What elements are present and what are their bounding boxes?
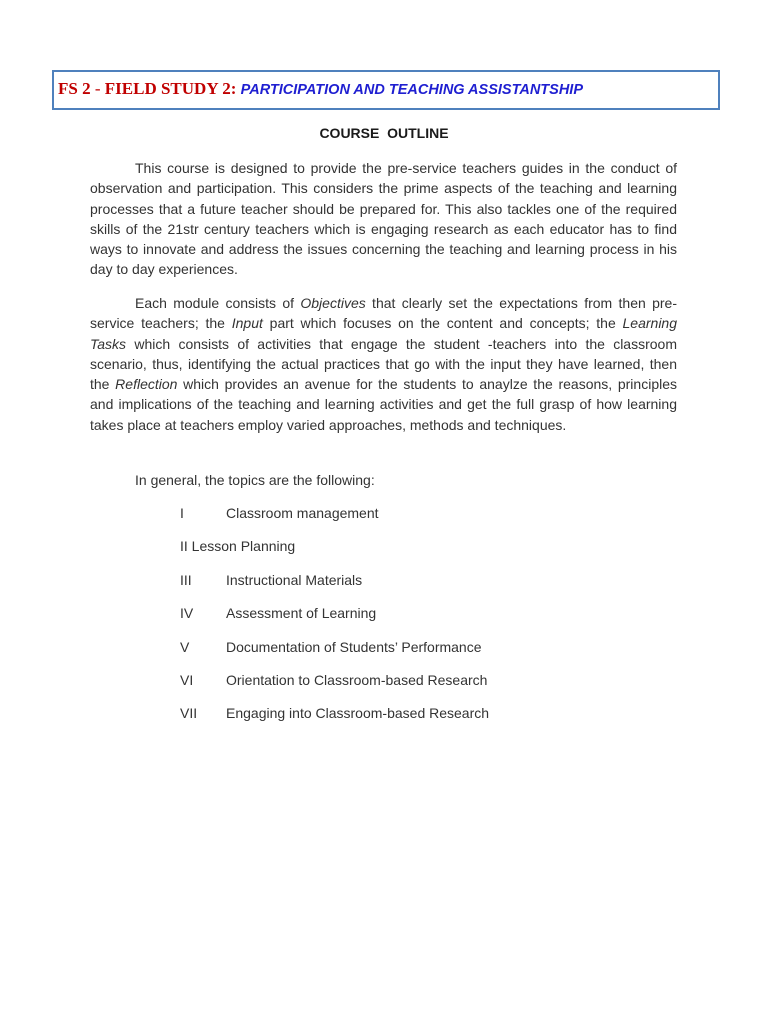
paragraph-module-structure bbox=[90, 293, 677, 435]
para2-text-4: which consists of activities that engage the student -teachers into the classroom scenario, thus, identifying the actual practices that go with the input they have learned, then the bbox=[90, 335, 677, 393]
topic-label: Instructional Materials bbox=[226, 571, 363, 588]
para2-text-3: part which focuses on the content and concepts; the bbox=[262, 315, 623, 332]
page-title: COURSE OUTLINE bbox=[319, 125, 449, 141]
term-input: Input bbox=[231, 315, 263, 332]
topic-item bbox=[180, 670, 489, 703]
para2-text-1: Each module consists of bbox=[135, 295, 301, 311]
header-separator: - bbox=[90, 79, 105, 98]
course-code: FS 2 bbox=[58, 79, 91, 98]
topic-label: Engaging into Classroom-based Research bbox=[226, 705, 490, 722]
paragraph-course-description: This course is designed to provide the pre-service teachers guides in the conduct of observation and participation. This considers the prime aspects of the teaching and learning processes that a future teacher should be prepared for. This also tackles one of the required skills of the 21str century teachers which is engaging research as each educator has to find ways to innovate and address the issues concerning the teaching and learning process in his day to day experiences. bbox=[90, 160, 677, 278]
course-subtitle: PARTICIPATION AND TEACHING ASSISTANTSHIP bbox=[240, 82, 583, 98]
topic-number: III bbox=[180, 571, 192, 588]
topic-number: IV bbox=[180, 605, 194, 622]
header-box bbox=[52, 70, 720, 110]
topic-label: Assessment of Learning bbox=[226, 605, 377, 622]
term-learning-tasks: Learning Tasks bbox=[90, 315, 678, 352]
topic-item bbox=[180, 570, 489, 603]
term-reflection: Reflection bbox=[115, 376, 178, 393]
topic-item bbox=[180, 603, 489, 636]
topic-label: II Lesson Planning bbox=[180, 538, 296, 555]
course-name: FIELD STUDY 2: bbox=[104, 79, 241, 98]
topic-label: Classroom management bbox=[226, 505, 379, 521]
term-objectives: Objectives bbox=[300, 295, 366, 311]
header-line bbox=[58, 79, 583, 99]
topic-item bbox=[180, 503, 489, 536]
topic-number: VI bbox=[180, 671, 194, 688]
topic-item bbox=[180, 536, 489, 569]
topic-number: I bbox=[180, 505, 184, 521]
topic-item bbox=[180, 703, 489, 736]
topic-number: VII bbox=[180, 705, 198, 722]
topic-number: V bbox=[180, 638, 190, 655]
topic-label: Orientation to Classroom-based Research bbox=[226, 671, 488, 688]
topics-list bbox=[180, 503, 489, 737]
topic-item bbox=[180, 637, 489, 670]
paragraph-topics-intro: In general, the topics are the following: bbox=[135, 472, 375, 488]
para2-text-5: which provides an avenue for the students to anaylze the reasons, principles and implications of the teaching and learning activities and get the full grasp of how learning takes place at teachers employ varied approaches, methods and techniques. bbox=[90, 376, 677, 433]
para2-text-2: that clearly set the expectations from then pre-service teachers; the bbox=[90, 295, 678, 332]
topic-label: Documentation of Students’ Performance bbox=[226, 638, 482, 655]
